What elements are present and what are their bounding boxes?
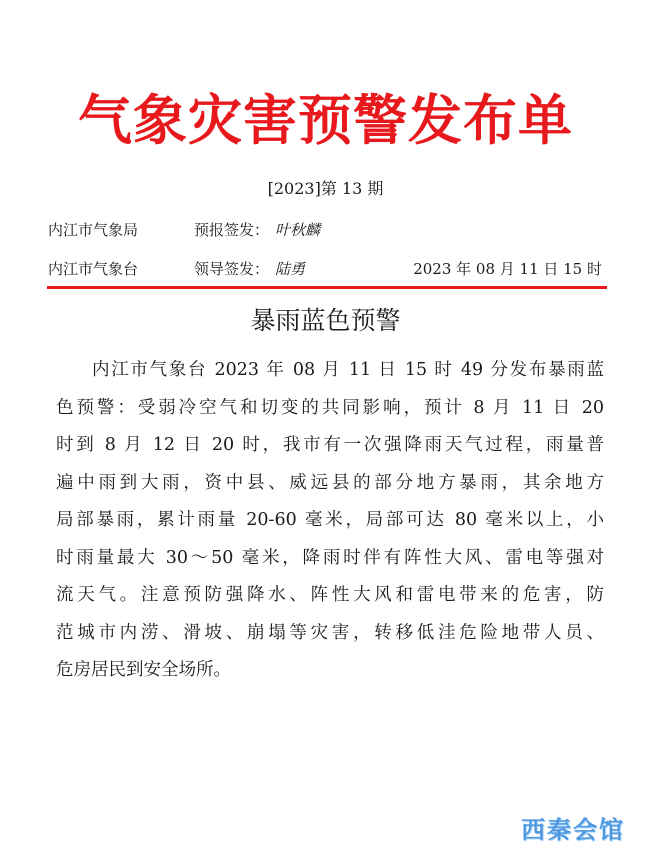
page-title: 气象灾害预警发布单 [78,89,573,152]
leader-signer-label: 领导签发： [194,260,270,278]
issue-number: [2023]第 13 期 [267,179,384,198]
issue-date: 2023 年 08 月 11 日 15 时 [413,260,602,278]
issuing-bureau: 内江市气象局 [48,221,139,239]
body-line: 范城市内涝、滑坡、崩塌等灾害，转移低洼危险地带人员、 [56,622,604,643]
body-line: 局部暴雨，累计雨量 20-60 毫米，局部可达 80 毫米以上，小 [56,510,604,530]
body-line: 时雨量最大 30～50 毫米，降雨时伴有阵性大风、雷电等强对 [56,547,604,568]
body-line: 流天气。注意预防强降水、阵性大风和雷电带来的危害，防 [56,585,604,605]
issuing-station: 内江市气象台 [48,260,139,278]
leader-signer-name: 陆勇 [275,260,306,278]
body-line: 内江市气象台 2023 年 08 月 11 日 15 时 49 分发布暴雨蓝 [92,360,604,380]
meta-row-forecast [48,219,608,241]
meta-row-leader [48,258,608,280]
body-line: 遍中雨到大雨，资中县、威远县的部分地方暴雨，其余地方 [56,472,604,493]
warning-heading: 暴雨蓝色预警 [250,306,401,335]
watermark-logo: 西秦会馆 [521,816,625,844]
warning-body [56,352,604,690]
header-divider [47,286,607,289]
body-line: 危房居民到安全场所。 [56,660,231,680]
forecast-signer-label: 预报签发： [194,221,270,239]
forecast-signer-name: 叶秋麟 [275,221,321,239]
body-line: 色预警：受弱冷空气和切变的共同影响，预计 8 月 11 日 20 [56,397,604,418]
body-line: 时到 8 月 12 日 20 时，我市有一次强降雨天气过程，雨量普 [56,435,604,455]
